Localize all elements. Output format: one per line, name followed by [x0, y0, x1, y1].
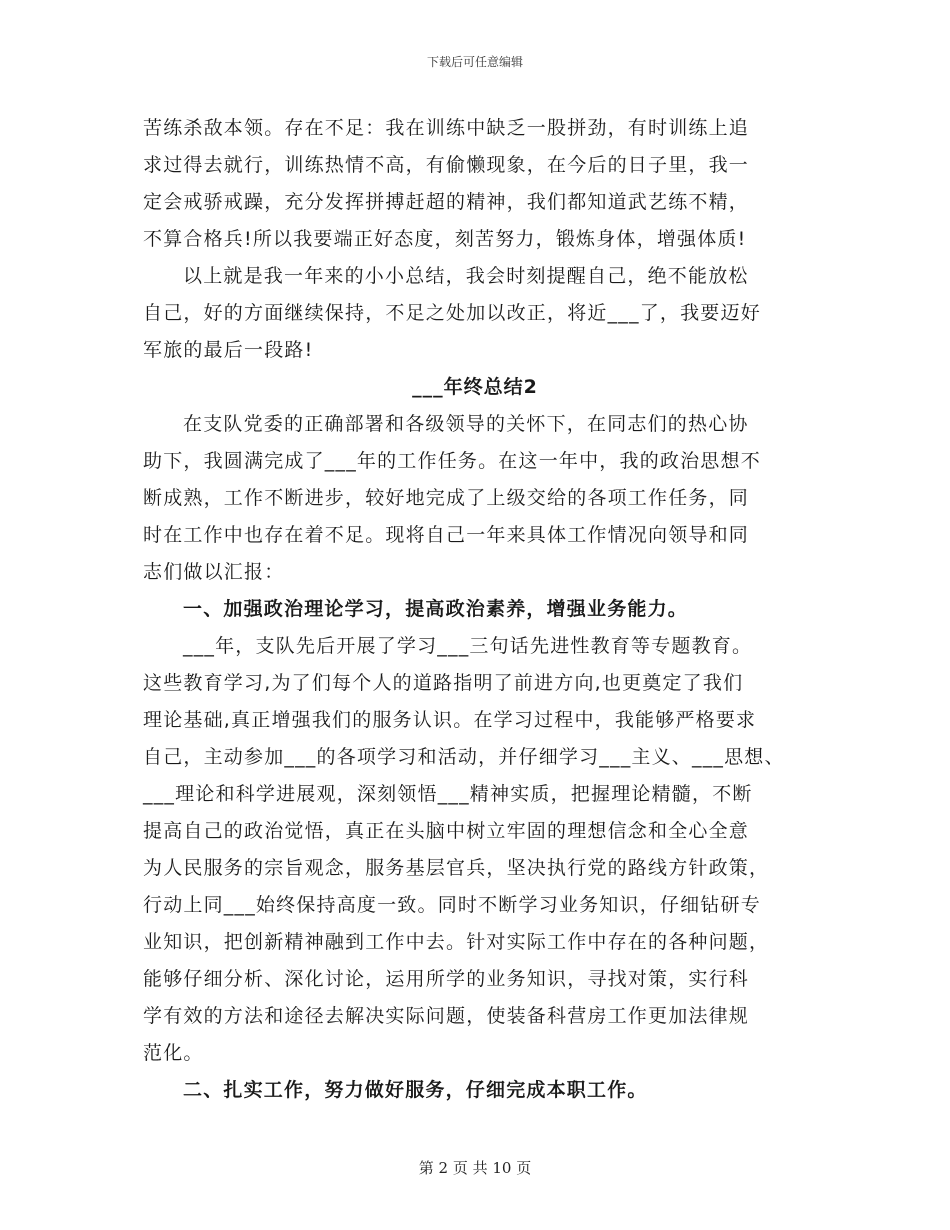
paragraph-line: 自己，好的方面继续保持，不足之处加以改正，将近___了，我要迈好 [143, 302, 761, 324]
page-number: 第 2 页 共 10 页 [418, 1159, 532, 1177]
paragraph-line: 学有效的方法和途径去解决实际问题，使装备科营房工作更加法律规 [143, 1005, 750, 1027]
paragraph-line: 时在工作中也存在着不足。现将自己一年来具体工作情况向领导和同 [143, 524, 750, 546]
section-title: ___年终总结2 [412, 376, 538, 398]
paragraph-line: 理论基础,真正增强我们的服务认识。在学习过程中，我能够严格要求 [143, 709, 757, 731]
paragraph-line: 能够仔细分析、深化讨论，运用所学的业务知识，寻找对策，实行科 [143, 968, 750, 990]
paragraph-line: 范化。 [143, 1042, 204, 1064]
paragraph-line: 定会戒骄戒躁，充分发挥拼搏赶超的精神，我们都知道武艺练不精， [143, 191, 750, 213]
paragraph-line: 苦练杀敌本领。存在不足：我在训练中缺乏一股拼劲，有时训练上追 [143, 117, 750, 139]
paragraph-line: 业知识，把创新精神融到工作中去。针对实际工作中存在的各种问题， [143, 931, 770, 953]
paragraph-line: 志们做以汇报： [143, 561, 285, 583]
paragraph-line: 求过得去就行，训练热情不高，有偷懒现象，在今后的日子里，我一 [143, 154, 750, 176]
paragraph-line: 提高自己的政治觉悟，真正在头脑中树立牢固的理想信念和全心全意 [143, 820, 750, 842]
paragraph-line: 断成熟，工作不断进步，较好地完成了上级交给的各项工作任务，同 [143, 487, 750, 509]
paragraph-line: 行动上同___始终保持高度一致。同时不断学习业务知识，仔细钻研专 [143, 894, 761, 916]
section-heading-2: 二、扎实工作，努力做好服务，仔细完成本职工作。 [183, 1079, 648, 1101]
paragraph-line: 为人民服务的宗旨观念，服务基层官兵，坚决执行党的路线方针政策， [143, 857, 770, 879]
paragraph-line: 以上就是我一年来的小小总结，我会时刻提醒自己，绝不能放松 [183, 265, 749, 287]
paragraph-line: 在支队党委的正确部署和各级领导的关怀下，在同志们的热心协 [183, 413, 749, 435]
paragraph-line: ___年，支队先后开展了学习___三句话先进性教育等专题教育。 [183, 635, 753, 657]
paragraph-line: 自己，主动参加___的各项学习和活动，并仔细学习___主义、___思想、 [143, 746, 785, 768]
header-note: 下载后可任意编辑 [426, 55, 523, 69]
section-heading-1: 一、加强政治理论学习，提高政治素养，增强业务能力。 [183, 598, 689, 620]
paragraph-line: ___理论和科学进展观，深刻领悟___精神实质，把握理论精髓，不断 [143, 783, 753, 805]
paragraph-line: 这些教育学习,为了们每个人的道路指明了前进方向,也更奠定了我们 [143, 672, 744, 694]
paragraph-line: 助下，我圆满完成了___年的工作任务。在这一年中，我的政治思想不 [143, 450, 761, 472]
paragraph-line: 军旅的最后一段路! [143, 339, 314, 361]
paragraph-line: 不算合格兵!所以我要端正好态度，刻苦努力，锻炼身体，增强体质! [143, 228, 747, 250]
